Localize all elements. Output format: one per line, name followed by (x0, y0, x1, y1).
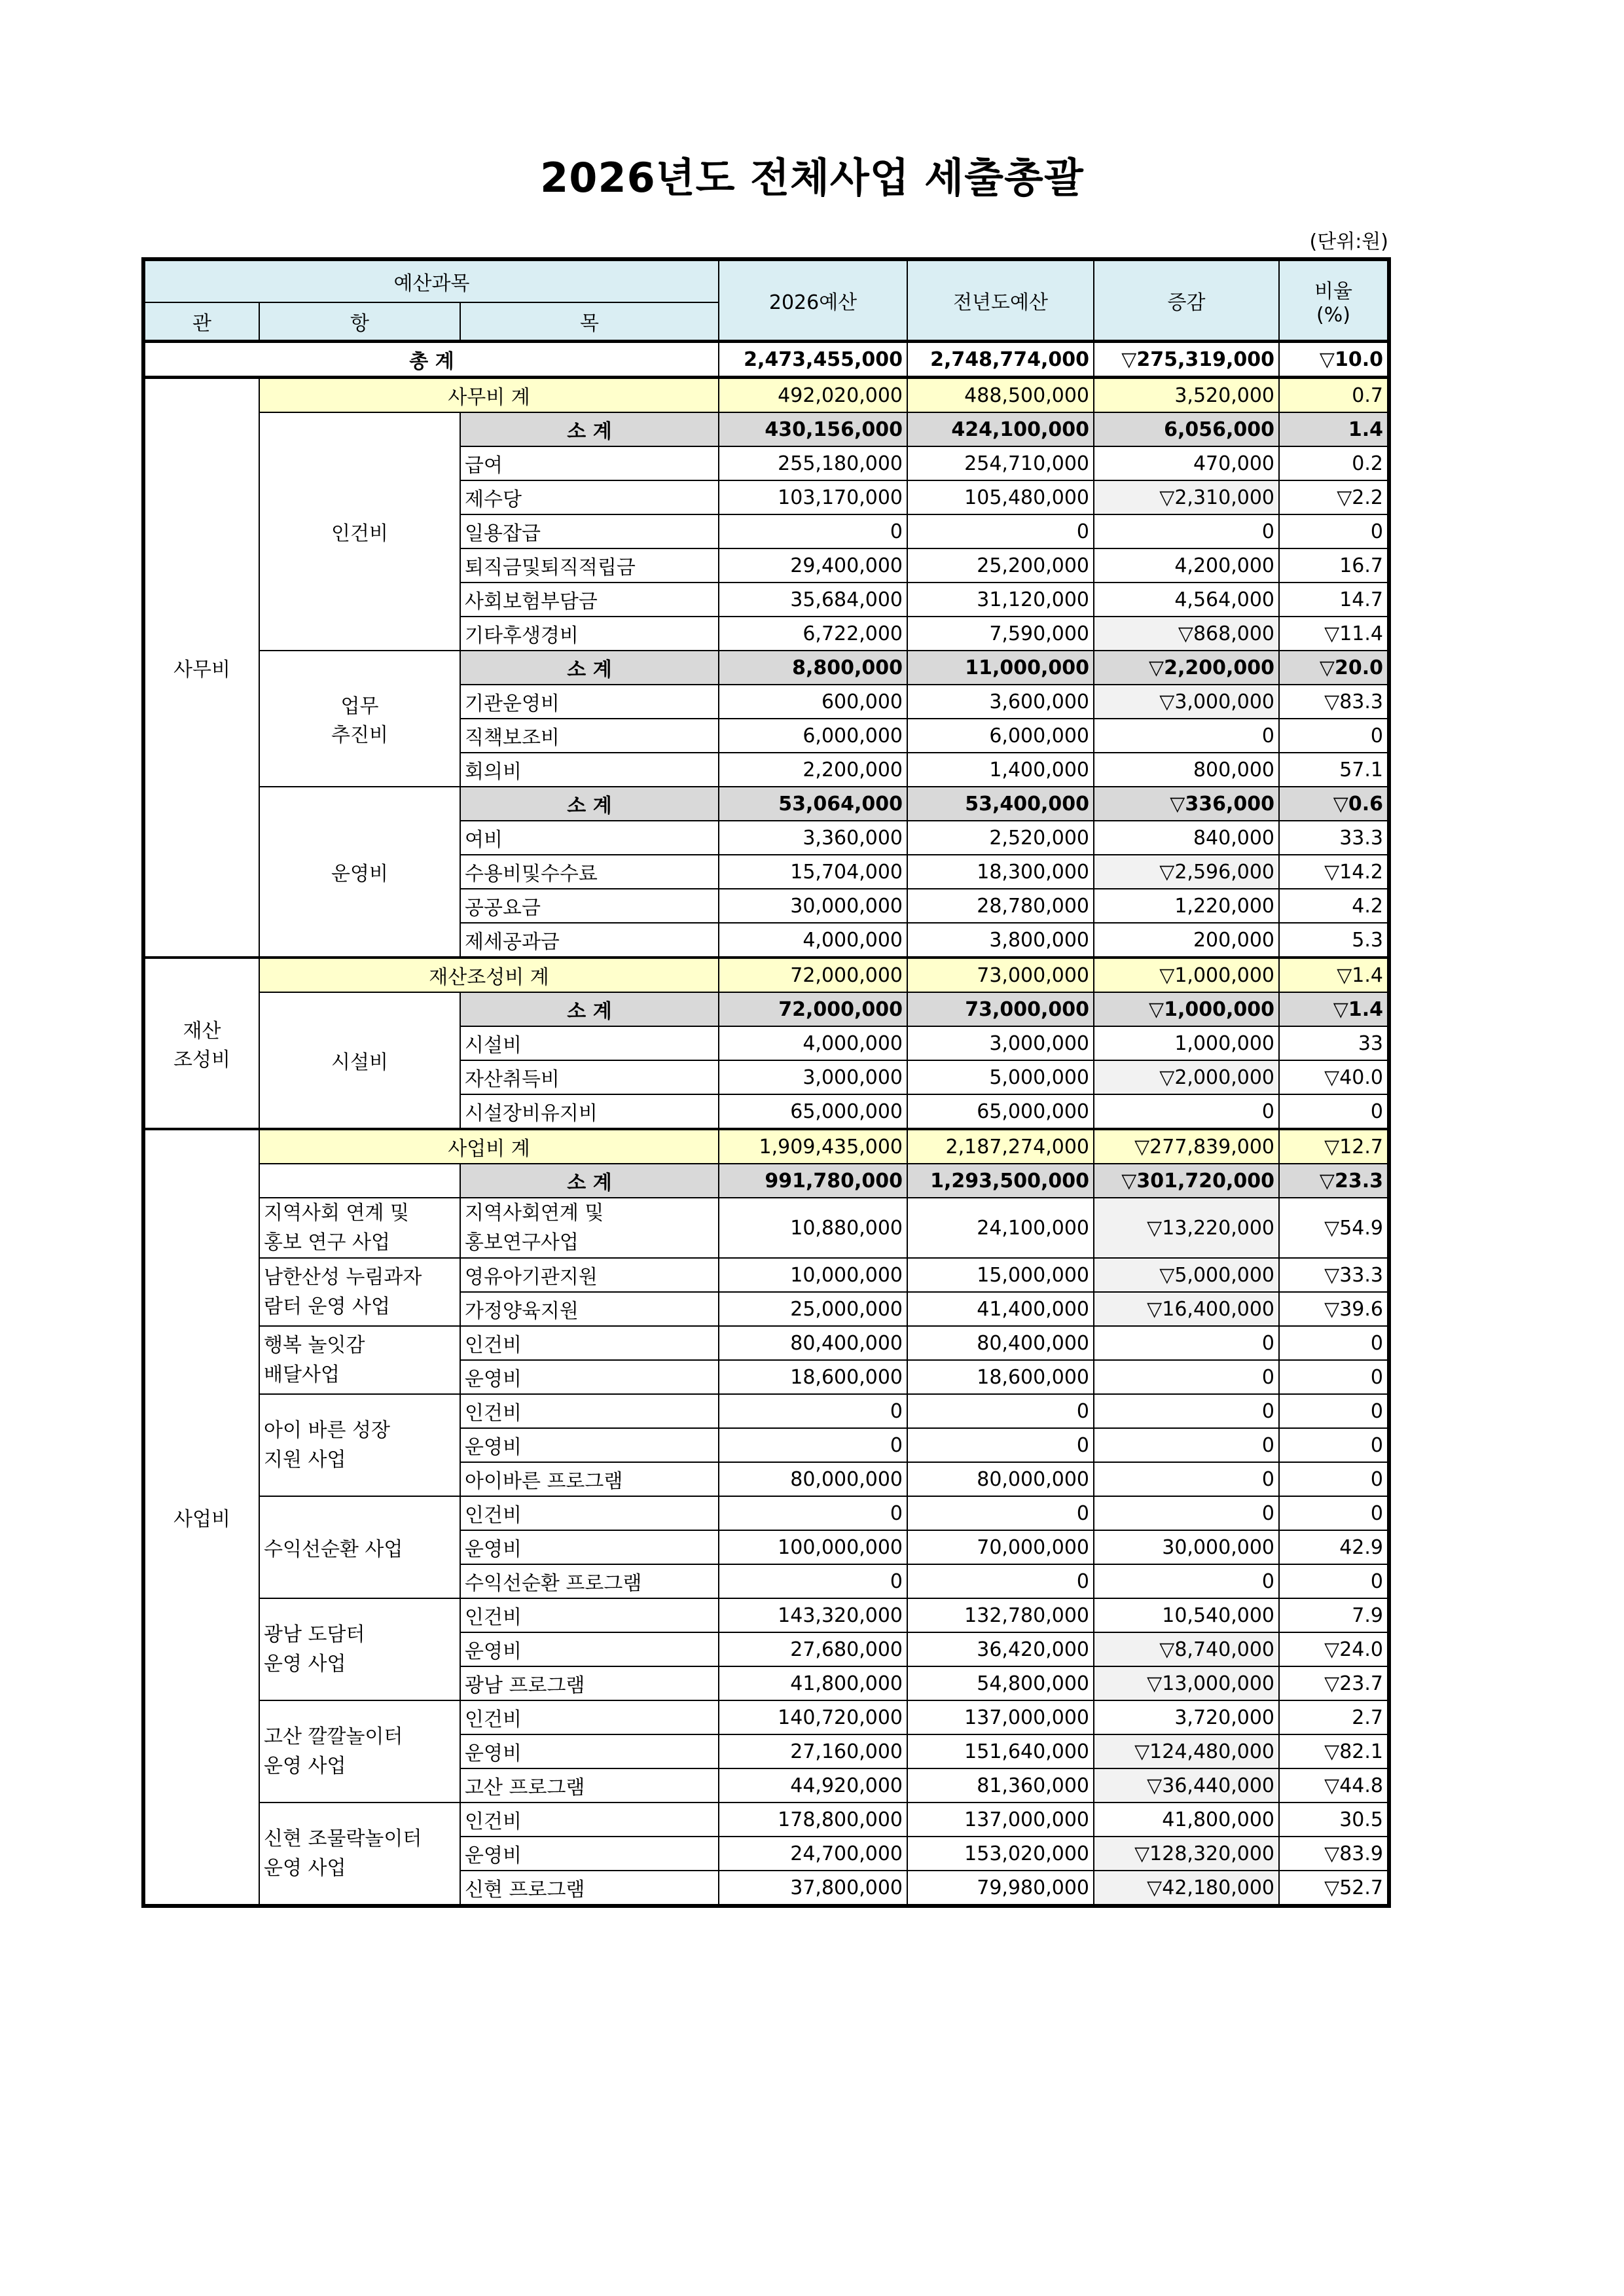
cell-budget: 2,200,000 (719, 753, 907, 787)
cell-ratio: 0 (1279, 1428, 1389, 1462)
cell-change: 0 (1094, 1564, 1279, 1598)
business-sum-label: 사업비 계 (259, 1129, 719, 1164)
cell-prev: 254,710,000 (907, 446, 1094, 480)
cell-mok: 사회보험부담금 (460, 583, 719, 617)
cell-budget: 0 (719, 1564, 907, 1598)
cell-budget: 35,684,000 (719, 583, 907, 617)
cell-budget: 80,400,000 (719, 1326, 907, 1360)
cell-budget: 4,000,000 (719, 923, 907, 958)
facility-sub-ratio: ▽1.4 (1279, 992, 1389, 1026)
business-sum-budget: 1,909,435,000 (719, 1129, 907, 1164)
cell-prev: 28,780,000 (907, 889, 1094, 923)
business-sub-prev: 1,293,500,000 (907, 1164, 1094, 1198)
cell-prev: 137,000,000 (907, 1700, 1094, 1734)
cell-prev: 151,640,000 (907, 1734, 1094, 1768)
cell-change: ▽2,310,000 (1094, 480, 1279, 514)
total-change: ▽275,319,000 (1094, 342, 1279, 378)
header-ratio-unit: (%) (1316, 303, 1350, 327)
cell-ratio: 16.7 (1279, 548, 1389, 583)
cell-change: 41,800,000 (1094, 1803, 1279, 1837)
cell-mok: 수용비및수수료 (460, 855, 719, 889)
cell-prev: 2,520,000 (907, 821, 1094, 855)
subtotal-label: 소 계 (460, 1164, 719, 1198)
hang-group-line2: 운영 사업 (264, 1857, 346, 1880)
cell-budget: 10,000,000 (719, 1258, 907, 1292)
cell-budget: 255,180,000 (719, 446, 907, 480)
cell-change: 0 (1094, 1394, 1279, 1428)
cell-prev: 25,200,000 (907, 548, 1094, 583)
cell-change: 0 (1094, 719, 1279, 753)
cell-mok: 가정양육지원 (460, 1292, 719, 1326)
cell-budget: 29,400,000 (719, 548, 907, 583)
cell-change: ▽868,000 (1094, 617, 1279, 651)
hang-group-line2: 운영 사업 (264, 1653, 346, 1676)
cell-budget: 600,000 (719, 685, 907, 719)
cell-budget: 80,000,000 (719, 1462, 907, 1496)
header-subject: 예산과목 (143, 259, 719, 302)
cell-change: 1,000,000 (1094, 1026, 1279, 1060)
hang-group (259, 1803, 460, 1906)
facility-sub-row (143, 992, 1389, 1026)
cell-ratio: 33 (1279, 1026, 1389, 1060)
cell-ratio: 42.9 (1279, 1530, 1389, 1564)
table-row (143, 1394, 1389, 1428)
cell-budget: 3,360,000 (719, 821, 907, 855)
cell-ratio: 0 (1279, 1496, 1389, 1530)
cell-prev: 24,100,000 (907, 1198, 1094, 1258)
cell-ratio: 7.9 (1279, 1598, 1389, 1632)
cell-budget: 18,600,000 (719, 1360, 907, 1394)
cell-ratio: 2.7 (1279, 1700, 1389, 1734)
cell-ratio: ▽23.7 (1279, 1666, 1389, 1700)
community-row (143, 1198, 1389, 1258)
hang-group-line2: 운영 사업 (264, 1755, 346, 1778)
header-change: 증감 (1094, 259, 1279, 342)
subtotal-label: 소 계 (460, 651, 719, 685)
work-sub-budget: 8,800,000 (719, 651, 907, 685)
cell-mok: 퇴직금및퇴직적립금 (460, 548, 719, 583)
cell-budget: 10,880,000 (719, 1198, 907, 1258)
cell-mok: 급여 (460, 446, 719, 480)
hang-community (259, 1198, 460, 1258)
cell-ratio: 0.2 (1279, 446, 1389, 480)
cell-budget: 0 (719, 1496, 907, 1530)
cell-mok: 인건비 (460, 1700, 719, 1734)
cell-ratio: ▽14.2 (1279, 855, 1389, 889)
header-budget: 2026예산 (719, 259, 907, 342)
cell-budget: 27,680,000 (719, 1632, 907, 1666)
cell-mok: 운영비 (460, 1530, 719, 1564)
cell-change: ▽16,400,000 (1094, 1292, 1279, 1326)
header-mok: 목 (460, 302, 719, 342)
table-row (143, 1326, 1389, 1360)
cell-budget: 178,800,000 (719, 1803, 907, 1837)
budget-table (141, 257, 1391, 1908)
hang-work (259, 651, 460, 787)
business-sub-budget: 991,780,000 (719, 1164, 907, 1198)
cell-change: 470,000 (1094, 446, 1279, 480)
cell-mok: 인건비 (460, 1326, 719, 1360)
cell-ratio: ▽44.8 (1279, 1768, 1389, 1803)
cell-mok: 광남 프로그램 (460, 1666, 719, 1700)
cell-prev: 54,800,000 (907, 1666, 1094, 1700)
work-sub-row (143, 651, 1389, 685)
cell-mok: 제수당 (460, 480, 719, 514)
mok-community (460, 1198, 719, 1258)
cell-change: 0 (1094, 1360, 1279, 1394)
cell-prev: 15,000,000 (907, 1258, 1094, 1292)
cell-change: ▽42,180,000 (1094, 1871, 1279, 1906)
cell-prev: 0 (907, 1496, 1094, 1530)
cell-ratio: 57.1 (1279, 753, 1389, 787)
cell-budget: 6,722,000 (719, 617, 907, 651)
cell-budget: 6,000,000 (719, 719, 907, 753)
cell-ratio: 14.7 (1279, 583, 1389, 617)
office-sum-row (143, 378, 1389, 413)
cell-change: ▽124,480,000 (1094, 1734, 1279, 1768)
cell-mok: 기타후생경비 (460, 617, 719, 651)
office-sum-label: 사무비 계 (259, 378, 719, 413)
cell-ratio: 5.3 (1279, 923, 1389, 958)
cell-mok: 기관운영비 (460, 685, 719, 719)
office-sum-prev: 488,500,000 (907, 378, 1094, 413)
cell-mok: 운영비 (460, 1734, 719, 1768)
cell-prev: 65,000,000 (907, 1094, 1094, 1129)
gwan-asset (143, 958, 259, 1129)
total-label: 총 계 (143, 342, 719, 378)
cell-ratio: 0 (1279, 719, 1389, 753)
cell-prev: 105,480,000 (907, 480, 1094, 514)
gwan-asset-line2: 조성비 (173, 1049, 230, 1071)
cell-ratio: ▽83.9 (1279, 1837, 1389, 1871)
cell-budget: 41,800,000 (719, 1666, 907, 1700)
cell-change: 0 (1094, 1326, 1279, 1360)
total-row (143, 342, 1389, 378)
hang-group-line2: 람터 운영 사업 (264, 1295, 390, 1318)
cell-budget: 25,000,000 (719, 1292, 907, 1326)
operation-sub-row (143, 787, 1389, 821)
hang-group-line1: 남한산성 누림과자 (264, 1266, 422, 1289)
cell-change: ▽36,440,000 (1094, 1768, 1279, 1803)
cell-change: ▽2,596,000 (1094, 855, 1279, 889)
cell-mok: 수익선순환 프로그램 (460, 1564, 719, 1598)
cell-prev: 3,800,000 (907, 923, 1094, 958)
cell-ratio: ▽39.6 (1279, 1292, 1389, 1326)
cell-ratio: 30.5 (1279, 1803, 1389, 1837)
hang-group (259, 1258, 460, 1326)
cell-ratio: ▽11.4 (1279, 617, 1389, 651)
hang-group-line2: 배달사업 (264, 1363, 340, 1386)
total-prev: 2,748,774,000 (907, 342, 1094, 378)
office-sum-budget: 492,020,000 (719, 378, 907, 413)
cell-change: 0 (1094, 1496, 1279, 1530)
cell-budget: 0 (719, 514, 907, 548)
cell-prev: 36,420,000 (907, 1632, 1094, 1666)
cell-prev: 0 (907, 514, 1094, 548)
hang-group-line2: 지원 사업 (264, 1448, 346, 1471)
cell-ratio: ▽82.1 (1279, 1734, 1389, 1768)
cell-budget: 27,160,000 (719, 1734, 907, 1768)
facility-sub-prev: 73,000,000 (907, 992, 1094, 1026)
business-sub-blank (259, 1164, 460, 1198)
cell-budget: 140,720,000 (719, 1700, 907, 1734)
operation-sub-change: ▽336,000 (1094, 787, 1279, 821)
mok-community-line1: 지역사회연계 및 (465, 1202, 604, 1225)
business-sum-prev: 2,187,274,000 (907, 1129, 1094, 1164)
total-budget: 2,473,455,000 (719, 342, 907, 378)
hang-group (259, 1394, 460, 1496)
cell-ratio: ▽83.3 (1279, 685, 1389, 719)
cell-mok: 공공요금 (460, 889, 719, 923)
business-sum-ratio: ▽12.7 (1279, 1129, 1389, 1164)
page-title: 2026년도 전체사업 세출총괄 (540, 154, 1084, 202)
cell-prev: 18,300,000 (907, 855, 1094, 889)
asset-sum-label: 재산조성비 계 (259, 958, 719, 992)
cell-prev: 0 (907, 1394, 1094, 1428)
hang-group-line1: 행복 놀잇감 (264, 1334, 365, 1357)
subtotal-label: 소 계 (460, 787, 719, 821)
cell-prev: 70,000,000 (907, 1530, 1094, 1564)
cell-prev: 18,600,000 (907, 1360, 1094, 1394)
cell-prev: 81,360,000 (907, 1768, 1094, 1803)
cell-change: 4,200,000 (1094, 548, 1279, 583)
hang-group (259, 1326, 460, 1394)
cell-prev: 80,400,000 (907, 1326, 1094, 1360)
gwan-office: 사무비 (143, 378, 259, 958)
cell-ratio: 33.3 (1279, 821, 1389, 855)
table-row (143, 1598, 1389, 1632)
hang-group-line1: 고산 깔깔놀이터 (264, 1725, 403, 1748)
business-sum-row (143, 1129, 1389, 1164)
cell-ratio: 0 (1279, 514, 1389, 548)
asset-sum-row (143, 958, 1389, 992)
cell-prev: 132,780,000 (907, 1598, 1094, 1632)
hang-community-line1: 지역사회 연계 및 (264, 1202, 409, 1225)
cell-change: 0 (1094, 1094, 1279, 1129)
cell-ratio: 4.2 (1279, 889, 1389, 923)
business-sum-change: ▽277,839,000 (1094, 1129, 1279, 1164)
cell-prev: 6,000,000 (907, 719, 1094, 753)
cell-mok: 인건비 (460, 1803, 719, 1837)
cell-prev: 1,400,000 (907, 753, 1094, 787)
work-sub-prev: 11,000,000 (907, 651, 1094, 685)
cell-budget: 44,920,000 (719, 1768, 907, 1803)
work-sub-change: ▽2,200,000 (1094, 651, 1279, 685)
office-sum-change: 3,520,000 (1094, 378, 1279, 413)
cell-prev: 153,020,000 (907, 1837, 1094, 1871)
cell-change: ▽128,320,000 (1094, 1837, 1279, 1871)
cell-mok: 제세공과금 (460, 923, 719, 958)
labor-sub-ratio: 1.4 (1279, 412, 1389, 446)
header-ratio (1279, 259, 1389, 342)
subtotal-label: 소 계 (460, 992, 719, 1026)
hang-work-line2: 추진비 (331, 724, 388, 747)
cell-ratio: 0 (1279, 1394, 1389, 1428)
cell-mok: 시설장비유지비 (460, 1094, 719, 1129)
cell-mok: 일용잡급 (460, 514, 719, 548)
cell-ratio: 0 (1279, 1360, 1389, 1394)
header-prev: 전년도예산 (907, 259, 1094, 342)
labor-sub-prev: 424,100,000 (907, 412, 1094, 446)
cell-prev: 41,400,000 (907, 1292, 1094, 1326)
cell-prev: 3,000,000 (907, 1026, 1094, 1060)
cell-mok: 인건비 (460, 1598, 719, 1632)
cell-prev: 3,600,000 (907, 685, 1094, 719)
cell-ratio: 0 (1279, 1462, 1389, 1496)
gwan-business: 사업비 (143, 1129, 259, 1906)
cell-change: 1,220,000 (1094, 889, 1279, 923)
cell-mok: 신현 프로그램 (460, 1871, 719, 1906)
table-row (143, 1803, 1389, 1837)
cell-budget: 103,170,000 (719, 480, 907, 514)
cell-budget: 30,000,000 (719, 889, 907, 923)
unit-label: (단위:원) (1309, 230, 1388, 253)
hang-group: 수익선순환 사업 (259, 1496, 460, 1598)
cell-budget: 0 (719, 1394, 907, 1428)
cell-budget: 15,704,000 (719, 855, 907, 889)
asset-sum-budget: 72,000,000 (719, 958, 907, 992)
cell-ratio: 0 (1279, 1326, 1389, 1360)
cell-ratio: ▽33.3 (1279, 1258, 1389, 1292)
table-row (143, 1496, 1389, 1530)
cell-change: 800,000 (1094, 753, 1279, 787)
cell-mok: 운영비 (460, 1428, 719, 1462)
cell-budget: 100,000,000 (719, 1530, 907, 1564)
cell-ratio: ▽54.9 (1279, 1198, 1389, 1258)
asset-sum-prev: 73,000,000 (907, 958, 1094, 992)
total-ratio: ▽10.0 (1279, 342, 1389, 378)
cell-prev: 31,120,000 (907, 583, 1094, 617)
operation-sub-ratio: ▽0.6 (1279, 787, 1389, 821)
cell-ratio: ▽24.0 (1279, 1632, 1389, 1666)
cell-change: ▽5,000,000 (1094, 1258, 1279, 1292)
mok-community-line2: 홍보연구사업 (465, 1231, 579, 1254)
cell-mok: 자산취득비 (460, 1060, 719, 1094)
facility-sub-change: ▽1,000,000 (1094, 992, 1279, 1026)
cell-mok: 인건비 (460, 1496, 719, 1530)
hang-facility: 시설비 (259, 992, 460, 1129)
cell-ratio: ▽2.2 (1279, 480, 1389, 514)
cell-change: ▽13,220,000 (1094, 1198, 1279, 1258)
cell-budget: 24,700,000 (719, 1837, 907, 1871)
cell-budget: 37,800,000 (719, 1871, 907, 1906)
facility-sub-budget: 72,000,000 (719, 992, 907, 1026)
operation-sub-budget: 53,064,000 (719, 787, 907, 821)
cell-prev: 0 (907, 1428, 1094, 1462)
cell-mok: 운영비 (460, 1632, 719, 1666)
cell-ratio: ▽40.0 (1279, 1060, 1389, 1094)
hang-work-line1: 업무 (340, 695, 379, 718)
cell-mok: 고산 프로그램 (460, 1768, 719, 1803)
cell-change: 840,000 (1094, 821, 1279, 855)
cell-change: ▽8,740,000 (1094, 1632, 1279, 1666)
operation-sub-prev: 53,400,000 (907, 787, 1094, 821)
cell-budget: 3,000,000 (719, 1060, 907, 1094)
labor-sub-row (143, 412, 1389, 446)
cell-change: 30,000,000 (1094, 1530, 1279, 1564)
hang-group-line1: 아이 바른 성장 (264, 1419, 390, 1442)
gwan-asset-line1: 재산 (183, 1020, 221, 1043)
hang-labor: 인건비 (259, 412, 460, 651)
cell-change: 10,540,000 (1094, 1598, 1279, 1632)
hang-group (259, 1598, 460, 1700)
cell-change: 4,564,000 (1094, 583, 1279, 617)
asset-sum-change: ▽1,000,000 (1094, 958, 1279, 992)
subtotal-label: 소 계 (460, 412, 719, 446)
cell-mok: 아이바른 프로그램 (460, 1462, 719, 1496)
cell-ratio: 0 (1279, 1564, 1389, 1598)
cell-ratio: ▽52.7 (1279, 1871, 1389, 1906)
cell-mok: 직책보조비 (460, 719, 719, 753)
hang-group-line1: 광남 도담터 (264, 1623, 365, 1646)
labor-sub-budget: 430,156,000 (719, 412, 907, 446)
cell-mok: 시설비 (460, 1026, 719, 1060)
table-row (143, 1700, 1389, 1734)
business-sub-row (143, 1164, 1389, 1198)
cell-change: 0 (1094, 1428, 1279, 1462)
hang-group-line1: 신현 조물락놀이터 (264, 1827, 422, 1850)
office-sum-ratio: 0.7 (1279, 378, 1389, 413)
header-gwan: 관 (143, 302, 259, 342)
cell-mok: 회의비 (460, 753, 719, 787)
business-sub-change: ▽301,720,000 (1094, 1164, 1279, 1198)
cell-prev: 137,000,000 (907, 1803, 1094, 1837)
cell-prev: 7,590,000 (907, 617, 1094, 651)
cell-prev: 0 (907, 1564, 1094, 1598)
cell-prev: 5,000,000 (907, 1060, 1094, 1094)
cell-budget: 65,000,000 (719, 1094, 907, 1129)
cell-mok: 운영비 (460, 1360, 719, 1394)
cell-prev: 79,980,000 (907, 1871, 1094, 1906)
cell-change: 0 (1094, 514, 1279, 548)
hang-group (259, 1700, 460, 1803)
cell-change: ▽13,000,000 (1094, 1666, 1279, 1700)
cell-change: 200,000 (1094, 923, 1279, 958)
cell-change: ▽2,000,000 (1094, 1060, 1279, 1094)
cell-budget: 143,320,000 (719, 1598, 907, 1632)
cell-mok: 인건비 (460, 1394, 719, 1428)
table-row (143, 1258, 1389, 1292)
header-ratio-label: 비율 (1314, 279, 1352, 303)
business-sub-ratio: ▽23.3 (1279, 1164, 1389, 1198)
cell-change: 3,720,000 (1094, 1700, 1279, 1734)
work-sub-ratio: ▽20.0 (1279, 651, 1389, 685)
cell-change: ▽3,000,000 (1094, 685, 1279, 719)
cell-change: 0 (1094, 1462, 1279, 1496)
header-hang: 항 (259, 302, 460, 342)
cell-budget: 4,000,000 (719, 1026, 907, 1060)
cell-prev: 80,000,000 (907, 1462, 1094, 1496)
labor-sub-change: 6,056,000 (1094, 412, 1279, 446)
cell-mok: 운영비 (460, 1837, 719, 1871)
hang-community-line2: 홍보 연구 사업 (264, 1231, 390, 1254)
cell-budget: 0 (719, 1428, 907, 1462)
cell-mok: 영유아기관지원 (460, 1258, 719, 1292)
hang-operation: 운영비 (259, 787, 460, 958)
asset-sum-ratio: ▽1.4 (1279, 958, 1389, 992)
cell-ratio: 0 (1279, 1094, 1389, 1129)
cell-mok: 여비 (460, 821, 719, 855)
